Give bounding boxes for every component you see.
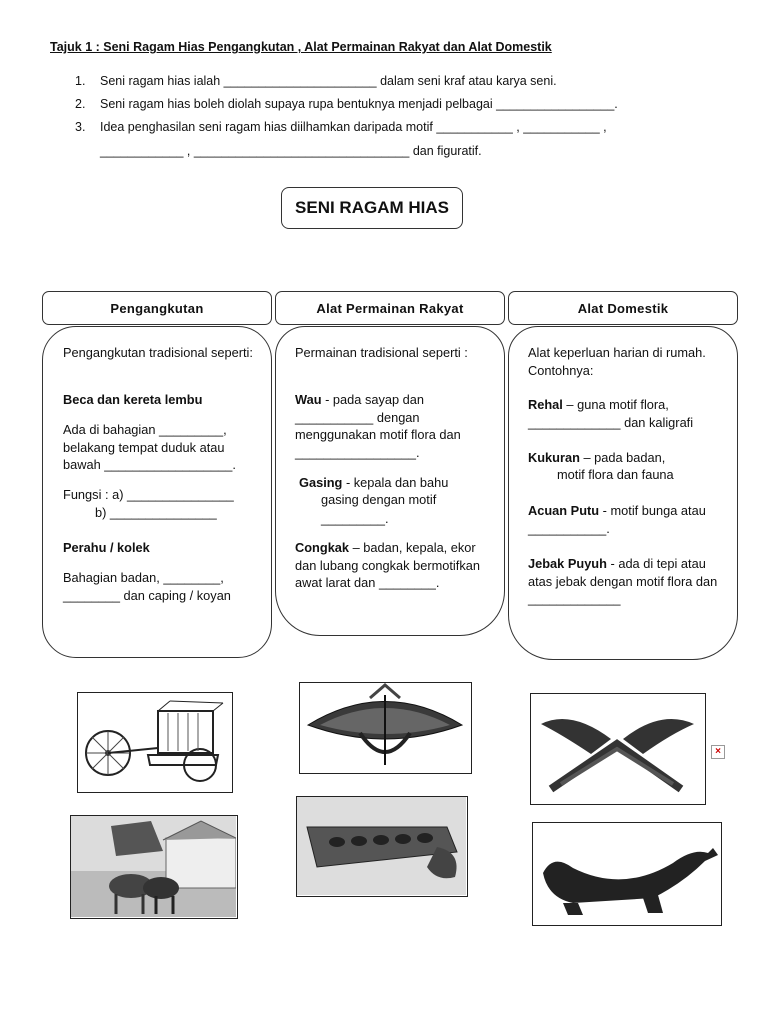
col2-gasing-line3: _________. — [321, 511, 389, 526]
header-alat-permainan-rakyat: Alat Permainan Rakyat — [275, 291, 505, 325]
col1-item1-text: Ada di bahagian _________, belakang tempat duduk atau bawah __________________. — [63, 422, 236, 472]
col3-intro: Alat keperluan harian di rumah. Contohnya: — [528, 345, 706, 378]
col1-fungsi-a: Fungsi : a) _______________ — [63, 487, 234, 502]
main-topic-box: SENI RAGAM HIAS — [281, 187, 463, 229]
page-title: Tajuk 1 : Seni Ragam Hias Pengangkutan , Alat Permainan Rakyat dan Alat Domestik — [50, 40, 552, 54]
column-alat-permainan-rakyat — [275, 326, 505, 636]
col2-intro: Permainan tradisional seperti : — [295, 345, 468, 360]
column-pengangkutan — [42, 326, 272, 658]
col3-rehal: Rehal – guna motif flora, _____________ dan kaligrafi — [528, 397, 694, 430]
col1-item2-title: Perahu / kolek — [63, 540, 150, 555]
wau-image — [299, 682, 472, 774]
col1-fungsi-b: b) _______________ — [95, 505, 217, 520]
col3-kukuran-line2: motif flora dan fauna — [557, 467, 674, 482]
rehal-image — [530, 693, 706, 805]
kereta-lembu-image — [70, 815, 238, 919]
congkak-image — [296, 796, 468, 897]
col2-congkak: Congkak – badan, kepala, ekor dan lubang congkak bermotifkan awat larat dan ________. — [295, 540, 480, 590]
col2-gasing-line2: gasing dengan motif — [321, 492, 437, 507]
col1-item1-title: Beca dan kereta lembu — [63, 392, 203, 407]
header-pengangkutan: Pengangkutan — [42, 291, 272, 325]
col2-wau: Wau - pada sayap dan ___________ dengan menggunakan motif flora dan _________________. — [295, 392, 461, 460]
col2-gasing-line1: Gasing - kepala dan bahu — [299, 475, 449, 490]
col1-item2-text: Bahagian badan, ________, ________ dan caping / koyan — [63, 570, 231, 603]
header-alat-domestik: Alat Domestik — [508, 291, 738, 325]
col3-jebak-puyuh: Jebak Puyuh - ada di tepi atau atas jebak dengan motif flora dan _____________ — [528, 556, 718, 606]
col3-kukuran-line1: Kukuran – pada badan, — [528, 450, 666, 465]
broken-image-icon: × — [711, 745, 725, 759]
column-alat-domestik — [508, 326, 738, 660]
connector-lines — [0, 0, 768, 300]
kukuran-image — [532, 822, 722, 926]
beca-image — [77, 692, 233, 793]
col3-acuan-putu: Acuan Putu - motif bunga atau ___________. — [528, 503, 706, 536]
col1-intro: Pengangkutan tradisional seperti: — [63, 345, 253, 360]
